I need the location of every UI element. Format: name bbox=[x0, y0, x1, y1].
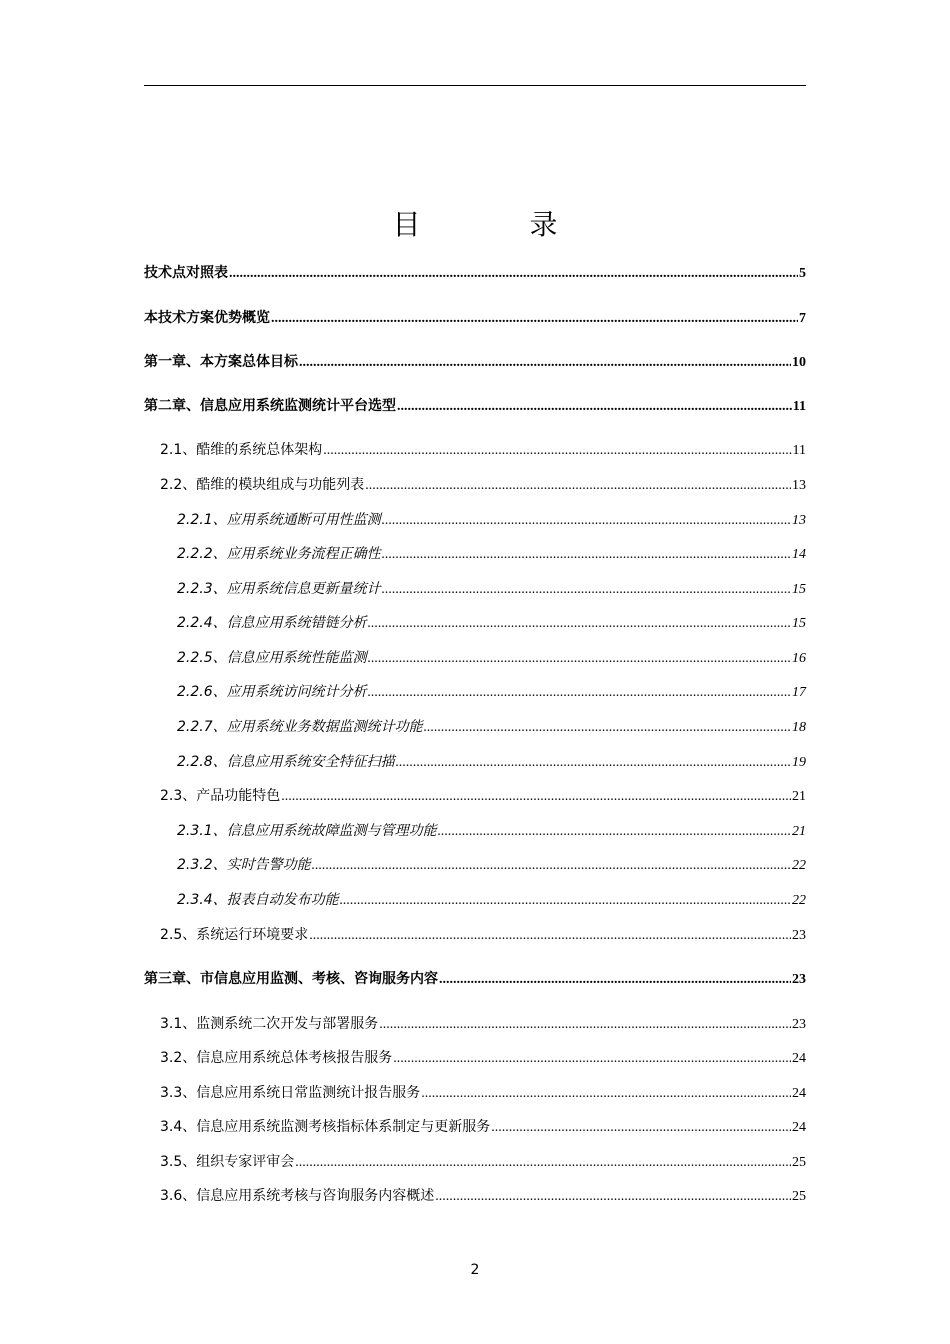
toc-entry-page: 7 bbox=[799, 311, 806, 326]
toc-entry[interactable] bbox=[144, 683, 806, 702]
toc-entry-page: 24 bbox=[792, 1051, 806, 1066]
toc-entry-label: 第三章、市信息应用监测、考核、咨询服务内容 bbox=[144, 971, 438, 987]
toc-entry[interactable] bbox=[144, 614, 806, 633]
toc-leader-dots bbox=[368, 684, 791, 702]
toc-entry-label: 2.1、酷维的系统总体架构 bbox=[160, 442, 323, 458]
toc-entry-page: 10 bbox=[792, 355, 806, 370]
toc-leader-dots bbox=[271, 310, 798, 328]
toc-leader-dots bbox=[368, 650, 791, 668]
toc-leader-dots bbox=[382, 512, 791, 530]
toc-entry-label: 2.5、系统运行环境要求 bbox=[160, 927, 309, 943]
toc-entry[interactable] bbox=[144, 1118, 806, 1137]
toc-entry-page: 25 bbox=[792, 1155, 806, 1170]
toc-entry-label: 3.4、信息应用系统监测考核指标体系制定与更新服务 bbox=[160, 1119, 491, 1135]
toc-leader-dots bbox=[382, 581, 791, 599]
toc-leader-dots bbox=[396, 754, 791, 772]
toc-entry-label: 3.6、信息应用系统考核与咨询服务内容概述 bbox=[160, 1188, 435, 1204]
toc-entry-page: 24 bbox=[792, 1086, 806, 1101]
toc-leader-dots bbox=[281, 788, 791, 806]
toc-entry-label: 3.3、信息应用系统日常监测统计报告服务 bbox=[160, 1085, 421, 1101]
toc-entry[interactable] bbox=[144, 545, 806, 564]
toc-entry-label: 2.2.4、信息应用系统错链分析 bbox=[177, 615, 367, 631]
toc-entry[interactable] bbox=[144, 580, 806, 599]
toc-entry-page: 22 bbox=[792, 893, 806, 908]
toc-entry-label: 2.2.6、应用系统访问统计分析 bbox=[177, 684, 367, 700]
header-rule bbox=[144, 85, 806, 86]
toc-entry[interactable] bbox=[144, 1015, 806, 1034]
toc-entry[interactable] bbox=[144, 822, 806, 841]
toc-entry-page: 23 bbox=[792, 1017, 806, 1032]
toc-entry[interactable] bbox=[144, 309, 806, 328]
toc-entry[interactable] bbox=[144, 1049, 806, 1068]
toc-entry-page: 17 bbox=[792, 685, 806, 700]
toc-entry-label: 2.3.2、实时告警功能 bbox=[177, 857, 311, 873]
toc-leader-dots bbox=[397, 398, 792, 416]
toc-entry[interactable] bbox=[144, 441, 806, 460]
toc-entry-label: 本技术方案优势概览 bbox=[144, 310, 270, 326]
toc-entry[interactable] bbox=[144, 926, 806, 945]
toc-entry[interactable] bbox=[144, 718, 806, 737]
toc-entry[interactable] bbox=[144, 511, 806, 530]
toc-leader-dots bbox=[491, 1119, 791, 1137]
toc-entry-label: 2.2.8、信息应用系统安全特征扫描 bbox=[177, 754, 395, 770]
toc-leader-dots bbox=[365, 477, 791, 495]
toc-entry-label: 2.3.4、报表自动发布功能 bbox=[177, 892, 339, 908]
toc-entry-page: 23 bbox=[792, 928, 806, 943]
toc-entry-page: 21 bbox=[792, 824, 806, 839]
toc-entry-page: 25 bbox=[792, 1189, 806, 1204]
toc-leader-dots bbox=[439, 971, 791, 989]
toc-leader-dots bbox=[435, 1188, 791, 1206]
toc-leader-dots bbox=[421, 1085, 791, 1103]
toc-entry-label: 2.2、酷维的模块组成与功能列表 bbox=[160, 477, 365, 493]
toc-leader-dots bbox=[312, 857, 791, 875]
toc-leader-dots bbox=[368, 615, 791, 633]
toc-leader-dots bbox=[424, 719, 791, 737]
toc-entry-label: 技术点对照表 bbox=[144, 265, 228, 281]
toc-leader-dots bbox=[438, 823, 791, 841]
toc-entry-page: 24 bbox=[792, 1120, 806, 1135]
toc-entry[interactable] bbox=[144, 353, 806, 372]
toc-entry[interactable] bbox=[144, 753, 806, 772]
toc-entry-page: 11 bbox=[792, 443, 806, 458]
page-number: 2 bbox=[470, 1262, 480, 1278]
toc-entry-page: 18 bbox=[792, 720, 806, 735]
toc-leader-dots bbox=[295, 1154, 791, 1172]
toc-entry[interactable] bbox=[144, 1187, 806, 1206]
toc-entry-page: 19 bbox=[792, 755, 806, 770]
toc-leader-dots bbox=[379, 1016, 791, 1034]
toc-entry-label: 2.2.7、应用系统业务数据监测统计功能 bbox=[177, 719, 423, 735]
toc-entry-label: 2.3、产品功能特色 bbox=[160, 788, 281, 804]
toc-entry[interactable] bbox=[144, 649, 806, 668]
toc-entry-page: 23 bbox=[792, 972, 806, 987]
toc-entry-page: 13 bbox=[792, 513, 806, 528]
toc-leader-dots bbox=[309, 927, 791, 945]
toc-entry-label: 3.1、监测系统二次开发与部署服务 bbox=[160, 1016, 379, 1032]
toc-entry-page: 14 bbox=[792, 547, 806, 562]
toc-title: 目 录 bbox=[392, 208, 608, 241]
toc-entry[interactable] bbox=[144, 856, 806, 875]
toc-entry-page: 15 bbox=[792, 582, 806, 597]
toc-entry[interactable] bbox=[144, 970, 806, 989]
toc-entry-page: 15 bbox=[792, 616, 806, 631]
toc-entry-page: 22 bbox=[792, 858, 806, 873]
toc-entry[interactable] bbox=[144, 264, 806, 283]
toc-leader-dots bbox=[382, 546, 791, 564]
toc-entry[interactable] bbox=[144, 397, 806, 416]
toc-entry-page: 11 bbox=[792, 399, 806, 414]
toc-leader-dots bbox=[229, 265, 798, 283]
toc-entry[interactable] bbox=[144, 476, 806, 495]
toc-entry-label: 3.5、组织专家评审会 bbox=[160, 1154, 295, 1170]
toc-leader-dots bbox=[299, 354, 791, 372]
toc-entry-label: 2.2.3、应用系统信息更新量统计 bbox=[177, 581, 381, 597]
toc-leader-dots bbox=[393, 1050, 791, 1068]
toc-entry-label: 2.2.1、应用系统通断可用性监测 bbox=[177, 512, 381, 528]
toc-entry-page: 5 bbox=[799, 266, 806, 281]
toc-entry[interactable] bbox=[144, 1153, 806, 1172]
toc-entry-label: 2.2.2、应用系统业务流程正确性 bbox=[177, 546, 381, 562]
toc-entry-label: 第一章、本方案总体目标 bbox=[144, 354, 298, 370]
toc-entry-page: 16 bbox=[792, 651, 806, 666]
toc-entry[interactable] bbox=[144, 787, 806, 806]
toc-entry-label: 2.2.5、信息应用系统性能监测 bbox=[177, 650, 367, 666]
toc-entry-page: 21 bbox=[792, 789, 806, 804]
toc-leader-dots bbox=[340, 892, 791, 910]
toc-entry-label: 第二章、信息应用系统监测统计平台选型 bbox=[144, 398, 396, 414]
toc-entry-label: 3.2、信息应用系统总体考核报告服务 bbox=[160, 1050, 393, 1066]
toc-entry-page: 13 bbox=[792, 478, 806, 493]
toc-entry[interactable] bbox=[144, 1084, 806, 1103]
toc-entry-label: 2.3.1、信息应用系统故障监测与管理功能 bbox=[177, 823, 437, 839]
toc-entry[interactable] bbox=[144, 891, 806, 910]
toc-leader-dots bbox=[323, 442, 791, 460]
